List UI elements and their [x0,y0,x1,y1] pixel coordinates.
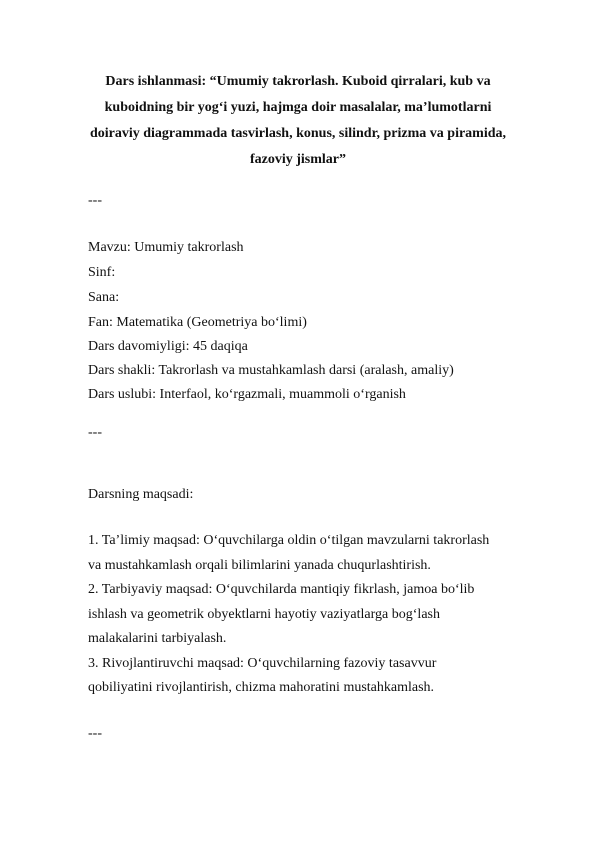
topic-line: Mavzu: Umumiy takrorlash [88,240,244,255]
goal-line: va mustahkamlash orqali bilimlarini yanada chuqurlashtirish. [88,558,431,573]
goal-line: malakalarini tarbiyalash. [88,631,227,646]
separator: --- [88,193,102,208]
lesson-plan-title: Dars ishlanmasi: “Umumiy takrorlash. Kuboid qirralari, kub va kuboidning bir yog‘i yuzi, hajmga doir masalalar, ma’lumotlarni doiraviy diagrammada tasvirlash, konus, silindr, prizma va piramida, fazoviy jismlar” [89,74,507,167]
duration-line: Dars davomiyligi: 45 daqiqa [88,339,248,354]
lesson-method-line: Dars uslubi: Interfaol, ko‘rgazmali, muammoli o‘rganish [88,387,406,402]
separator: --- [88,726,102,741]
goal-line: 2. Tarbiyaviy maqsad: O‘quvchilarda mantiqiy fikrlash, jamoa bo‘lib [88,582,475,597]
goal-line: 1. Ta’limiy maqsad: O‘quvchilarga oldin o‘tilgan mavzularni takrorlash [88,533,490,548]
goal-line: ishlash va geometrik obyektlarni hayotiy vaziyatlarga bog‘lash [88,607,440,622]
subject-line: Fan: Matematika (Geometriya bo‘limi) [88,315,307,330]
goal-line: qobiliyatini rivojlantirish, chizma mahoratini mustahkamlash. [88,680,435,695]
lesson-type-line: Dars shakli: Takrorlash va mustahkamlash darsi (aralash, amaliy) [88,363,454,378]
class-line: Sinf: [88,265,116,280]
separator: --- [88,425,102,440]
goals-heading: Darsning maqsadi: [88,487,194,502]
goal-line: 3. Rivojlantiruvchi maqsad: O‘quvchilarning fazoviy tasavvur [88,656,437,671]
date-line: Sana: [88,290,120,305]
